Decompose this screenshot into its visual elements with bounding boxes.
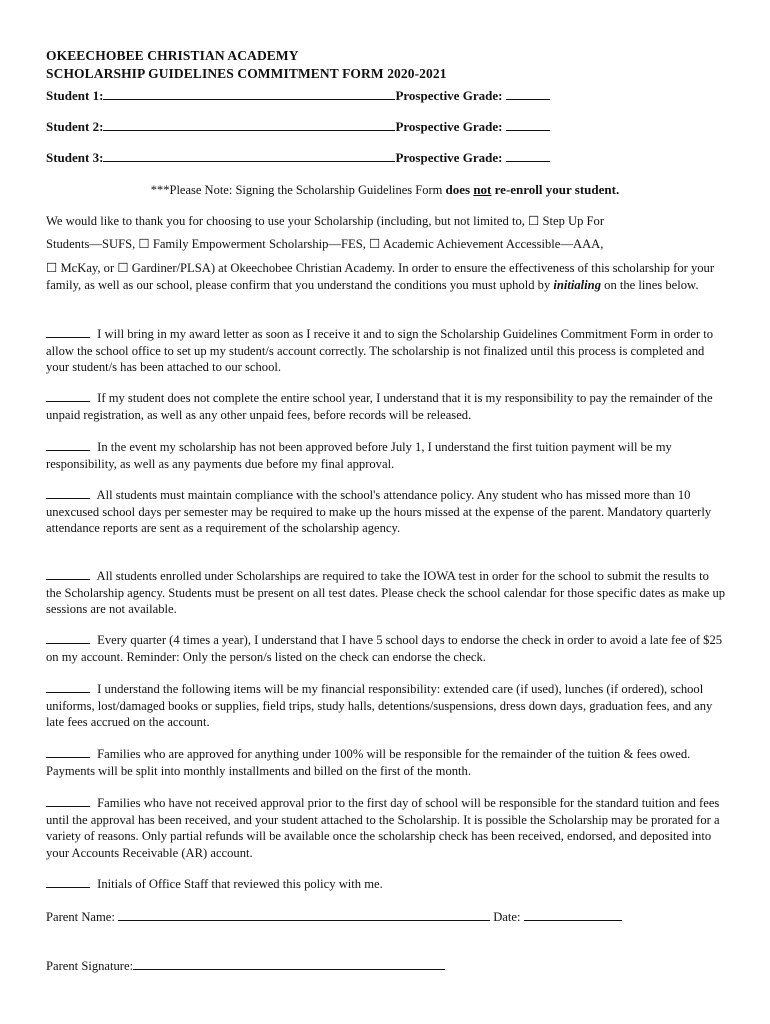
initial-field-9[interactable] (46, 795, 90, 807)
initial-field-4[interactable] (46, 487, 90, 499)
parent-signature-field[interactable] (133, 958, 445, 970)
initial-field-2[interactable] (46, 390, 90, 402)
note-not: not (473, 182, 492, 197)
initial-field-6[interactable] (46, 632, 90, 644)
re-enroll-note (0, 182, 770, 198)
item-text-1: I will bring in my award letter as soon as I receive it and to sign the Scholarship Guidelines Commitment Form in order to allow the school office to set up my student/s account correctly. The scholarship is not finalized until this process is completed and your student/s has been attached to our school. (46, 327, 714, 374)
parent-signature-label: Parent Signature: (46, 959, 134, 973)
student-1-grade-label: Prospective Grade: (395, 88, 503, 103)
student-2-row (46, 119, 550, 135)
student-2-name-field[interactable] (103, 119, 395, 131)
student-3-row (46, 150, 550, 166)
item-award-letter (46, 326, 726, 376)
item-text-5: All students enrolled under Scholarships are required to take the IOWA test in order for the school to submit the results to the Scholarship agency. Students must be present on all test dates. Please check the school calendar for those specific dates as make up sessions are not available. (46, 569, 726, 616)
item-text-6: Every quarter (4 times a year), I understand that I have 5 school days to endorse the check in order to avoid a late fee of $25 on my account. Reminder: Only the person/s listed on the check can endorse the check. (46, 633, 723, 664)
office-initials-row (46, 876, 383, 892)
student-3-label: Student 3: (46, 150, 104, 165)
initial-field-1[interactable] (46, 326, 90, 338)
item-text-4: All students must maintain compliance with the school's attendance policy. Any student who has missed more than 10 unexcused school days per semester may be required to make up the hours missed at the expense of the parent. Mandatory quarterly attendance reports are sent as a requirement of the scholarship agency. (46, 488, 712, 535)
parent-name-field[interactable] (118, 909, 490, 921)
intro-line-2: Students—SUFS, ☐ Family Empowerment Scholarship—FES, ☐ Academic Achievement Accessible—AAA, (46, 237, 604, 251)
item-financial-responsibility (46, 681, 726, 731)
intro-line-3 (46, 260, 726, 294)
item-attendance (46, 487, 726, 537)
item-quarterly-check (46, 632, 726, 665)
student-1-grade-field[interactable] (506, 88, 550, 100)
item-under-100 (46, 746, 726, 779)
note-does: does (445, 182, 474, 197)
parent-signature-row (46, 958, 445, 974)
intro-end: on the lines below. (601, 278, 699, 292)
initial-field-8[interactable] (46, 746, 90, 758)
initial-field-3[interactable] (46, 439, 90, 451)
intro-text: ☐ McKay, or ☐ Gardiner/PLSA) at Okeechobee Christian Academy. In order to ensure the effectiveness of this scholarship for your family, as well as our school, please confirm that you understand the conditions you must uphold by (46, 261, 715, 292)
item-text-2: If my student does not complete the entire school year, I understand that it is my responsibility to pay the remainder of the unpaid registration, as well as any other unpaid fees, before records will be released. (46, 391, 713, 422)
student-1-row (46, 88, 550, 104)
item-text-8: Families who are approved for anything under 100% will be responsible for the remainder of the tuition & fees owed. Payments will be split into monthly installments and billed on the first of the month. (46, 747, 691, 778)
item-text-9: Families who have not received approval prior to the first day of school will be responsible for the standard tuition and fees until the approval has been received, and your student attached to the Scholarship. It is possible the Scholarship may be prorated for a variety of reasons. Only partial refunds will be available once the scholarship check has been received, endorsed, and deposited into your Accounts Receivable (AR) account. (46, 796, 720, 860)
student-1-name-field[interactable] (103, 88, 395, 100)
student-3-grade-label: Prospective Grade: (395, 150, 503, 165)
item-not-approved (46, 795, 726, 861)
initial-field-7[interactable] (46, 681, 90, 693)
date-label: Date: (493, 910, 521, 924)
item-text-7: I understand the following items will be my financial responsibility: extended care (if used), lunches (if ordered), school uniforms, lost/damaged books or supplies, field trips, study halls, detentions/suspensions, dress down days, graduation fees, and any late fees accrued on the account. (46, 682, 713, 729)
item-iowa-test (46, 568, 726, 618)
date-field[interactable] (524, 909, 622, 921)
intro-initialing: initialing (553, 278, 601, 292)
student-2-grade-field[interactable] (506, 119, 550, 131)
note-prefix: ***Please Note: Signing the Scholarship Guidelines Form (150, 183, 446, 197)
student-3-grade-field[interactable] (506, 150, 550, 162)
student-2-grade-label: Prospective Grade: (395, 119, 503, 134)
student-1-label: Student 1: (46, 88, 104, 103)
parent-name-label: Parent Name: (46, 910, 115, 924)
initial-field-5[interactable] (46, 568, 90, 580)
item-approval-july (46, 439, 726, 472)
intro-line-1: We would like to thank you for choosing to use your Scholarship (including, but not limited to, ☐ Step Up For (46, 214, 605, 228)
office-initials-label: Initials of Office Staff that reviewed this policy with me. (97, 877, 383, 891)
form-title: SCHOLARSHIP GUIDELINES COMMITMENT FORM 2020-2021 (46, 66, 447, 81)
student-3-name-field[interactable] (103, 150, 395, 162)
item-text-3: In the event my scholarship has not been approved before July 1, I understand the first tuition payment will be my responsibility, as well as any payments due before my final approval. (46, 440, 672, 471)
school-name: OKEECHOBEE CHRISTIAN ACADEMY (46, 48, 299, 63)
parent-name-row (46, 909, 622, 925)
note-suffix: re-enroll your student. (491, 182, 620, 197)
student-2-label: Student 2: (46, 119, 104, 134)
item-complete-year (46, 390, 726, 423)
office-initial-field[interactable] (46, 876, 90, 888)
